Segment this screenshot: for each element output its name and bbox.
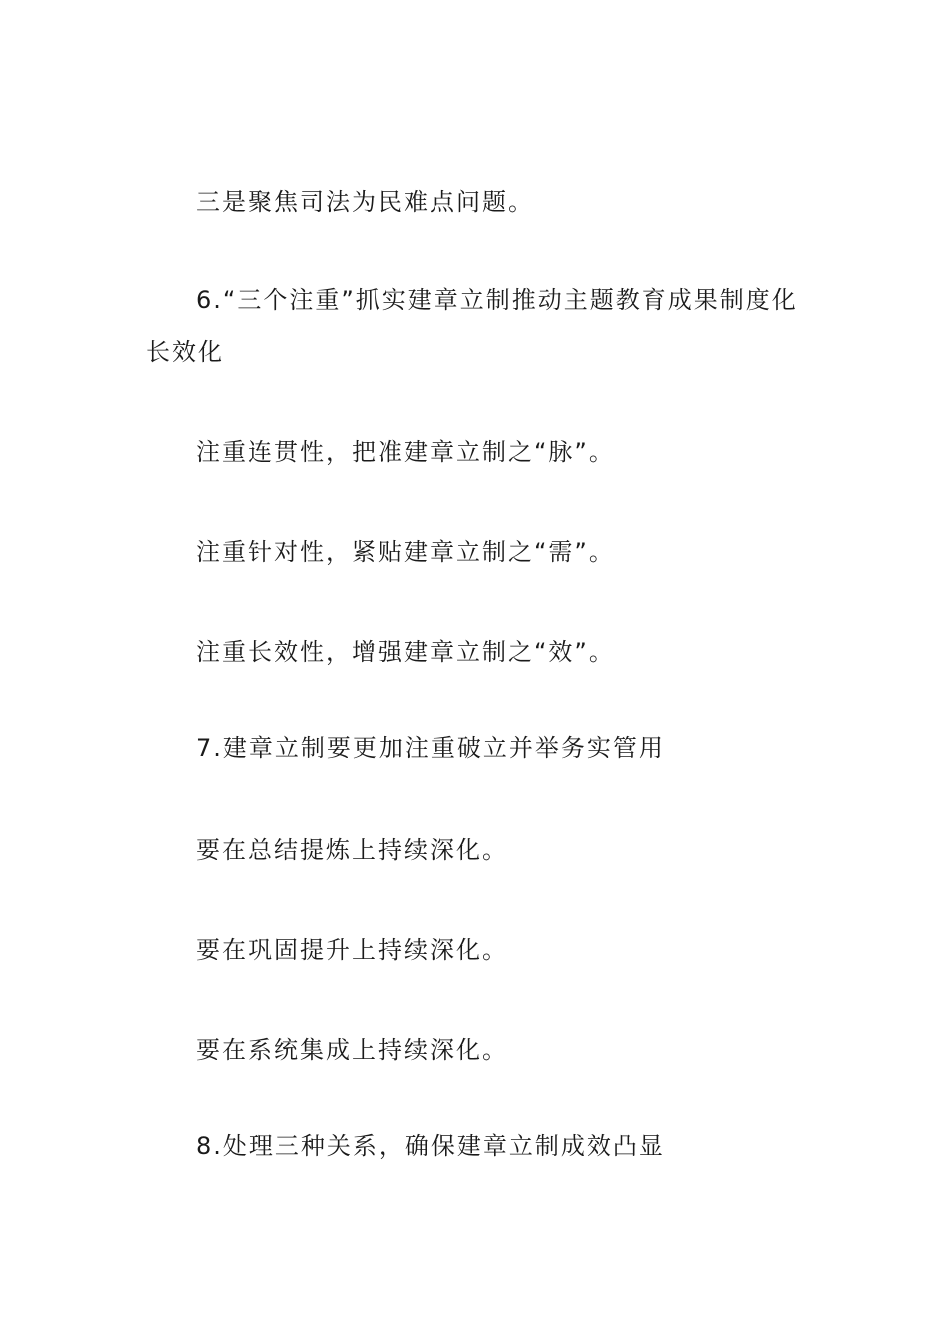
- heading-section-7: 7.建章立制要更加注重破立并举务实管用: [196, 734, 665, 762]
- paragraph-targeting: 注重针对性，紧贴建章立制之“需”。: [196, 538, 615, 566]
- paragraph-judicial-issues: 三是聚焦司法为民难点问题。: [196, 188, 534, 216]
- paragraph-long-term: 注重长效性，增强建章立制之“效”。: [196, 638, 615, 666]
- heading-section-8: 8.处理三种关系，确保建章立制成效凸显: [196, 1132, 665, 1160]
- paragraph-integrate: 要在系统集成上持续深化。: [196, 1036, 508, 1064]
- paragraph-summarize: 要在总结提炼上持续深化。: [196, 836, 508, 864]
- paragraph-consolidate: 要在巩固提升上持续深化。: [196, 936, 508, 964]
- heading-section-6: 6.“三个注重”抓实建章立制推动主题教育成果制度化长效化: [146, 286, 798, 366]
- paragraph-continuity: 注重连贯性，把准建章立制之“脉”。: [196, 438, 615, 466]
